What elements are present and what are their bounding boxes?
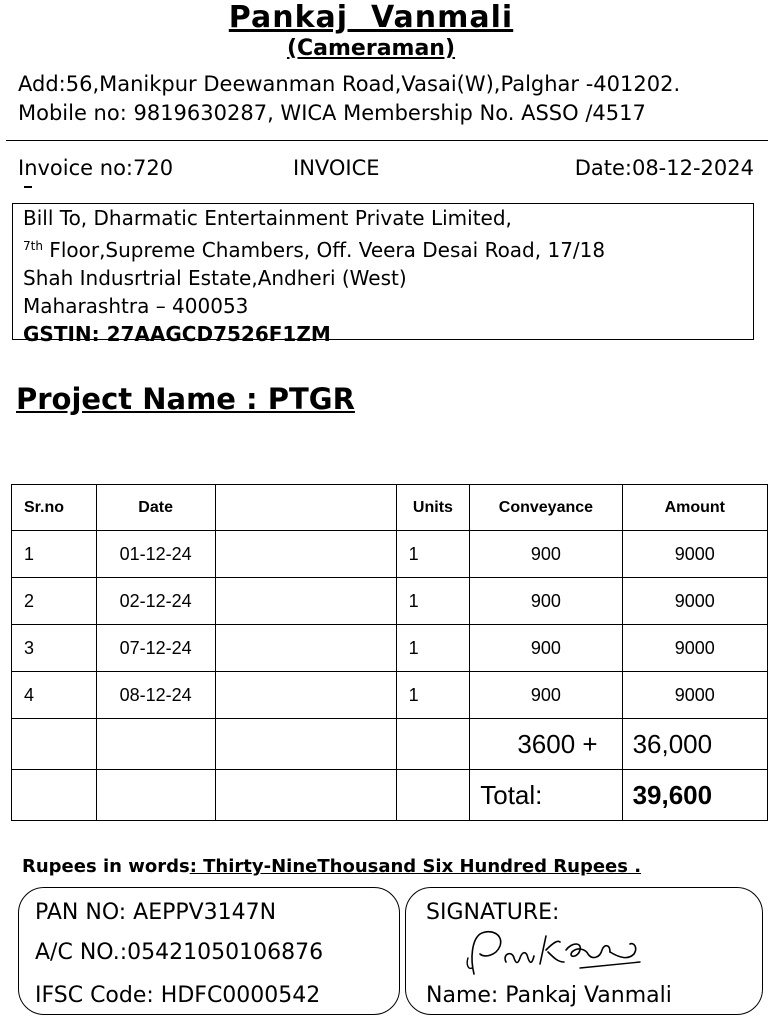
total-label: Total: (470, 770, 622, 821)
cell-blank (215, 531, 396, 578)
words-value: : Thirty-NineThousand Six Hundred Rupees . (189, 856, 642, 877)
cell-empty (12, 719, 97, 770)
header-blank (215, 485, 396, 531)
invoice-date: Date:08-12-2024 (574, 156, 754, 180)
subtotal-conveyance: 3600 + (470, 719, 622, 770)
bill-to-gstin: GSTIN: 27AAGCD7526F1ZM (23, 322, 331, 346)
cell-conveyance: 900 (470, 578, 622, 625)
bill-to-line3: Shah Indusrtrial Estate,Andheri (West) (23, 266, 407, 290)
amount-in-words (22, 856, 641, 877)
cell-date: 02-12-24 (96, 578, 215, 625)
cell-empty (396, 770, 470, 821)
issuer-role: (Cameraman) (286, 36, 456, 61)
stray-mark (24, 186, 32, 188)
signature-box (405, 887, 763, 1015)
subtotal-amount: 36,000 (622, 719, 767, 770)
cell-empty (12, 770, 97, 821)
bill-to-line2-text: Floor,Supreme Chambers, Off. Veera Desai Road, 17/18 (42, 238, 606, 262)
cell-units: 1 (396, 531, 470, 578)
bill-to-line4: Maharashtra – 400053 (23, 294, 249, 318)
cell-conveyance: 900 (470, 672, 622, 719)
cell-srno: 3 (12, 625, 97, 672)
table-row (12, 625, 768, 672)
header-date: Date (96, 485, 215, 531)
invoice-title: INVOICE (293, 156, 380, 180)
subtotal-row (12, 719, 768, 770)
issuer-address-block (18, 70, 680, 128)
pan-number: PAN NO: AEPPV3147N (35, 900, 277, 925)
cell-amount: 9000 (622, 625, 767, 672)
cell-units: 1 (396, 672, 470, 719)
signature-label: SIGNATURE: (426, 900, 560, 925)
header-srno: Sr.no (12, 485, 97, 531)
header-amount: Amount (622, 485, 767, 531)
cell-blank (215, 578, 396, 625)
account-number: A/C NO.:05421050106876 (35, 940, 324, 965)
cell-date: 08-12-24 (96, 672, 215, 719)
issuer-name: Pankaj Vanmali (228, 0, 514, 35)
handwritten-signature (460, 928, 660, 980)
cell-empty (215, 719, 396, 770)
bill-to-box (12, 203, 754, 346)
cell-srno: 1 (12, 531, 97, 578)
table-header-row (12, 485, 768, 531)
bill-to-line2 (23, 232, 753, 264)
invoice-number: Invoice no:720 (18, 156, 174, 180)
header-conveyance: Conveyance (470, 485, 622, 531)
cell-conveyance: 900 (470, 531, 622, 578)
cell-date: 01-12-24 (96, 531, 215, 578)
cell-empty (396, 719, 470, 770)
ifsc-code: IFSC Code: HDFC0000542 (35, 983, 321, 1008)
project-name: Project Name : PTGR (16, 382, 355, 416)
signatory-name: Name: Pankaj Vanmali (426, 983, 672, 1008)
items-table (11, 484, 768, 821)
total-row (12, 770, 768, 821)
total-amount: 39,600 (622, 770, 767, 821)
issuer-address: Add:56,Manikpur Deewanman Road,Vasai(W),Palghar -401202. (18, 72, 681, 96)
cell-amount: 9000 (622, 578, 767, 625)
table-row (12, 578, 768, 625)
cell-units: 1 (396, 578, 470, 625)
cell-srno: 4 (12, 672, 97, 719)
cell-conveyance: 900 (470, 625, 622, 672)
cell-units: 1 (396, 625, 470, 672)
table-row (12, 531, 768, 578)
bill-to-line1: Bill To, Dharmatic Entertainment Private Limited, (23, 206, 512, 230)
cell-blank (215, 625, 396, 672)
cell-amount: 9000 (622, 672, 767, 719)
cell-empty (96, 719, 215, 770)
cell-amount: 9000 (622, 531, 767, 578)
table-row (12, 672, 768, 719)
cell-date: 07-12-24 (96, 625, 215, 672)
bank-details-box (18, 887, 400, 1015)
words-label: Rupees in words (22, 856, 190, 877)
header-units: Units (396, 485, 470, 531)
cell-empty (215, 770, 396, 821)
cell-empty (96, 770, 215, 821)
cell-srno: 2 (12, 578, 97, 625)
header-divider (6, 140, 768, 141)
floor-superscript: 7th (23, 239, 43, 253)
issuer-contact: Mobile no: 9819630287, WICA Membership No. ASSO /4517 (18, 101, 646, 125)
cell-blank (215, 672, 396, 719)
